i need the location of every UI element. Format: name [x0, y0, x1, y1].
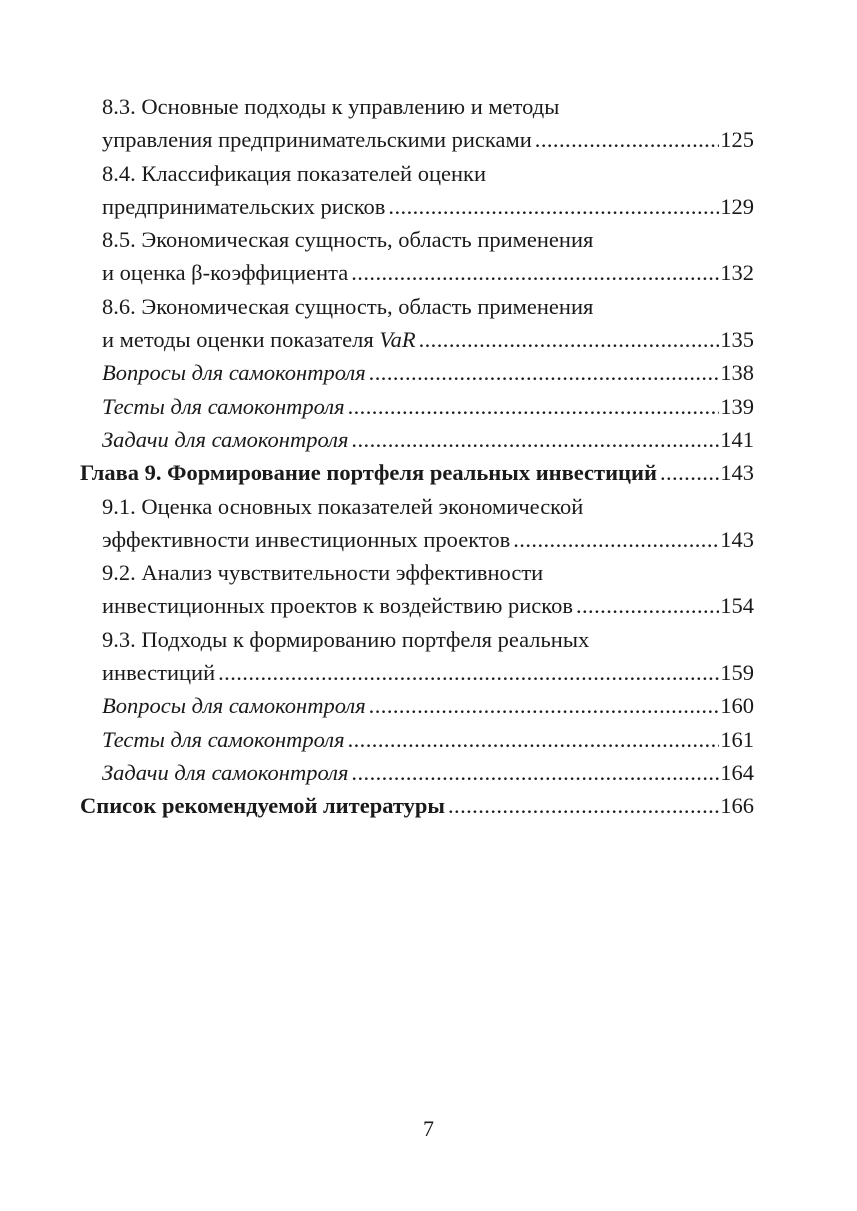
toc-entry-title-line: 9.1. Оценка основных показателей экономической — [102, 493, 584, 519]
dot-leader — [348, 390, 720, 423]
toc-entry-title: инвестиций — [102, 660, 216, 686]
toc-entry-title: Тесты для самоконтроля — [102, 393, 345, 419]
var-symbol: VaR — [379, 327, 416, 353]
toc-entry-page: 129 — [720, 193, 754, 219]
table-of-contents — [80, 90, 754, 823]
toc-entry-page: 138 — [720, 360, 754, 386]
toc-entry-title: управления предпринимательскими рисками — [102, 127, 532, 153]
toc-entry-title: Задачи для самоконтроля — [102, 426, 349, 452]
toc-entry — [80, 623, 754, 690]
toc-entry-page: 143 — [720, 460, 754, 486]
toc-entry — [80, 556, 754, 623]
toc-entry-page: 166 — [720, 793, 754, 819]
toc-entry — [80, 423, 754, 456]
toc-chapter-entry — [80, 789, 754, 822]
toc-entry — [80, 490, 754, 557]
toc-entry — [80, 90, 754, 157]
toc-entry-title-line: 9.2. Анализ чувствительности эффективности — [102, 560, 544, 586]
dot-leader — [351, 256, 719, 289]
toc-entry-page: 132 — [720, 260, 754, 286]
toc-entry — [80, 157, 754, 224]
dot-leader — [369, 356, 720, 389]
dot-leader — [369, 689, 720, 722]
toc-entry — [80, 723, 754, 756]
toc-entry-title-line: 8.5. Экономическая сущность, область применения — [102, 227, 594, 253]
dot-leader — [576, 589, 719, 622]
dot-leader — [348, 723, 720, 756]
toc-entry-title: Задачи для самоконтроля — [102, 759, 349, 785]
toc-entry — [80, 756, 754, 789]
toc-entry-title: инвестиционных проектов к воздействию рисков — [102, 593, 573, 619]
toc-entry-page: 161 — [720, 726, 754, 752]
toc-entry-title: эффективности инвестиционных проектов — [102, 526, 511, 552]
toc-entry-title: Вопросы для самоконтроля — [102, 360, 366, 386]
toc-entry-title-line: 9.3. Подходы к формированию портфеля реальных — [102, 626, 590, 652]
toc-entry-title: и оценка β-коэффициента — [102, 260, 349, 286]
toc-entry-page: 135 — [720, 327, 754, 353]
toc-entry-page: 159 — [720, 660, 754, 686]
toc-entry-title: Вопросы для самоконтроля — [102, 693, 366, 719]
dot-leader — [419, 323, 720, 356]
toc-entry-page: 143 — [720, 526, 754, 552]
page-number: 7 — [423, 1116, 434, 1141]
dot-leader — [388, 190, 719, 223]
dot-leader — [218, 656, 719, 689]
toc-entry-page: 154 — [720, 593, 754, 619]
toc-entry-title-line: 8.4. Классификация показателей оценки — [102, 160, 487, 186]
toc-chapter-title: Глава 9. Формирование портфеля реальных инвестиций — [80, 460, 657, 486]
toc-entry — [80, 223, 754, 290]
toc-entry — [80, 356, 754, 389]
dot-leader — [513, 523, 719, 556]
toc-entry-page: 125 — [720, 127, 754, 153]
toc-entry-title — [102, 323, 416, 356]
toc-entry-page: 160 — [720, 693, 754, 719]
dot-leader — [660, 456, 719, 489]
toc-entry-page: 164 — [720, 759, 754, 785]
toc-entry — [80, 290, 754, 357]
toc-entry-title-line: 8.6. Экономическая сущность, область применения — [102, 293, 594, 319]
toc-entry — [80, 689, 754, 722]
toc-entry — [80, 390, 754, 423]
dot-leader — [448, 789, 719, 822]
dot-leader — [535, 123, 719, 156]
dot-leader — [351, 423, 719, 456]
toc-entry-title-text: и методы оценки показателя — [102, 327, 380, 353]
toc-chapter-title: Список рекомендуемой литературы — [80, 793, 445, 819]
toc-entry-title: Тесты для самоконтроля — [102, 726, 345, 752]
toc-entry-page: 139 — [720, 393, 754, 419]
toc-entry-page: 141 — [720, 426, 754, 452]
toc-entry-title: предпринимательских рисков — [102, 193, 386, 219]
dot-leader — [351, 756, 719, 789]
toc-chapter-entry — [80, 456, 754, 489]
toc-entry-title-line: 8.3. Основные подходы к управлению и методы — [102, 94, 560, 119]
